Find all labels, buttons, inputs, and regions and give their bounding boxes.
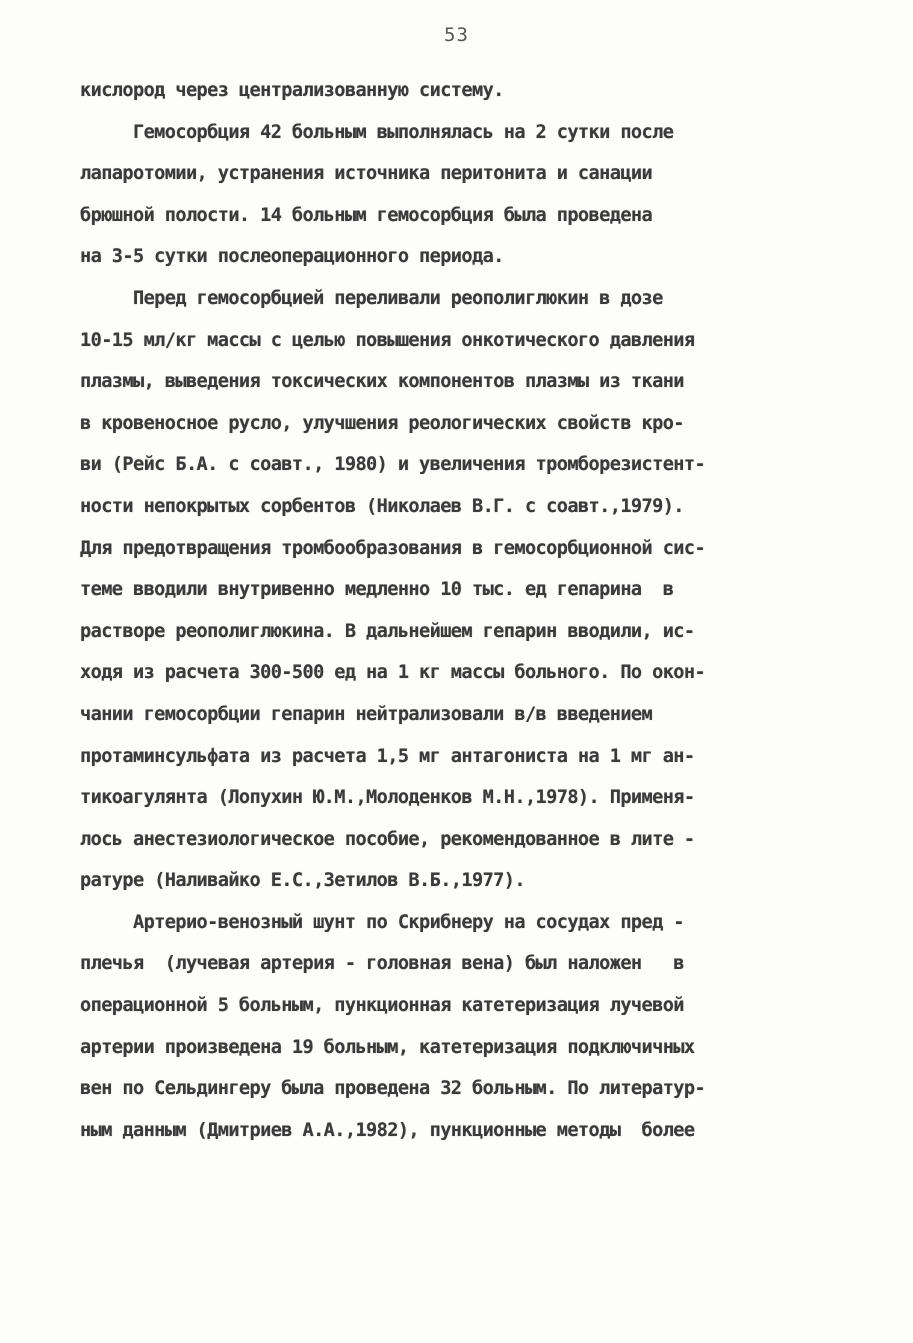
text-line: чании гемосорбции гепарин нейтрализовали в/в введением bbox=[80, 703, 653, 725]
text-line: брюшной полости. 14 больным гемосорбция была проведена bbox=[80, 204, 653, 226]
text-line: 10-15 мл/кг массы с целью повышения онкотического давления bbox=[80, 329, 695, 351]
text-line: кислород через централизованную систему. bbox=[80, 80, 504, 101]
text-line: лапаротомии, устранения источника перитонита и санации bbox=[80, 163, 653, 185]
page-number: 53 bbox=[444, 24, 469, 46]
text-line: Артерио-венозный шунт по Скрибнеру на сосудах пред - bbox=[80, 911, 684, 933]
text-line: ным данным (Дмитриев А.А.,1982), пункционные методы более bbox=[80, 1119, 695, 1141]
text-line: вен по Сельдингеру была проведена 32 больным. По литератур- bbox=[80, 1078, 706, 1100]
body-text bbox=[80, 70, 840, 1151]
text-line: Перед гемосорбцией переливали реополиглюкин в дозе bbox=[80, 287, 663, 309]
text-line: лось анестезиологическое пособие, рекомендованное в лите - bbox=[80, 828, 695, 850]
text-line: в кровеносное русло, улучшения реологических свойств кро- bbox=[80, 412, 684, 434]
text-line: плечья (лучевая артерия - головная вена) был наложен в bbox=[80, 953, 684, 975]
text-line: ности непокрытых сорбентов (Николаев В.Г. с соавт.,1979). bbox=[80, 495, 684, 517]
text-line: плазмы, выведения токсических компонентов плазмы из ткани bbox=[80, 371, 684, 393]
text-line: Для предотвращения тромбообразования в гемосорбционной сис- bbox=[80, 537, 706, 559]
text-line: тикоагулянта (Лопухин Ю.М.,Молоденков М.Н.,1978). Применя- bbox=[80, 787, 695, 809]
text-line: растворе реополиглюкина. В дальнейшем гепарин вводили, ис- bbox=[80, 620, 695, 642]
text-line: операционной 5 больным, пункционная катетеризация лучевой bbox=[80, 995, 684, 1017]
text-line: ходя из расчета 300-500 ед на 1 кг массы больного. По окон- bbox=[80, 662, 706, 684]
text-line: ратуре (Наливайко Е.С.,Зетилов В.Б.,1977). bbox=[80, 870, 525, 892]
text-line: теме вводили внутривенно медленно 10 тыс. ед гепарина в bbox=[80, 579, 674, 601]
text-line: ви (Рейс Б.А. с соавт., 1980) и увеличения тромборезистент- bbox=[80, 454, 706, 476]
text-line: на 3-5 сутки послеоперационного периода. bbox=[80, 246, 504, 268]
text-line: артерии произведена 19 больным, катетеризация подключичных bbox=[80, 1036, 695, 1058]
text-line: протаминсульфата из расчета 1,5 мг антагониста на 1 мг ан- bbox=[80, 745, 695, 767]
text-line: Гемосорбция 42 больным выполнялась на 2 сутки после bbox=[80, 121, 674, 143]
